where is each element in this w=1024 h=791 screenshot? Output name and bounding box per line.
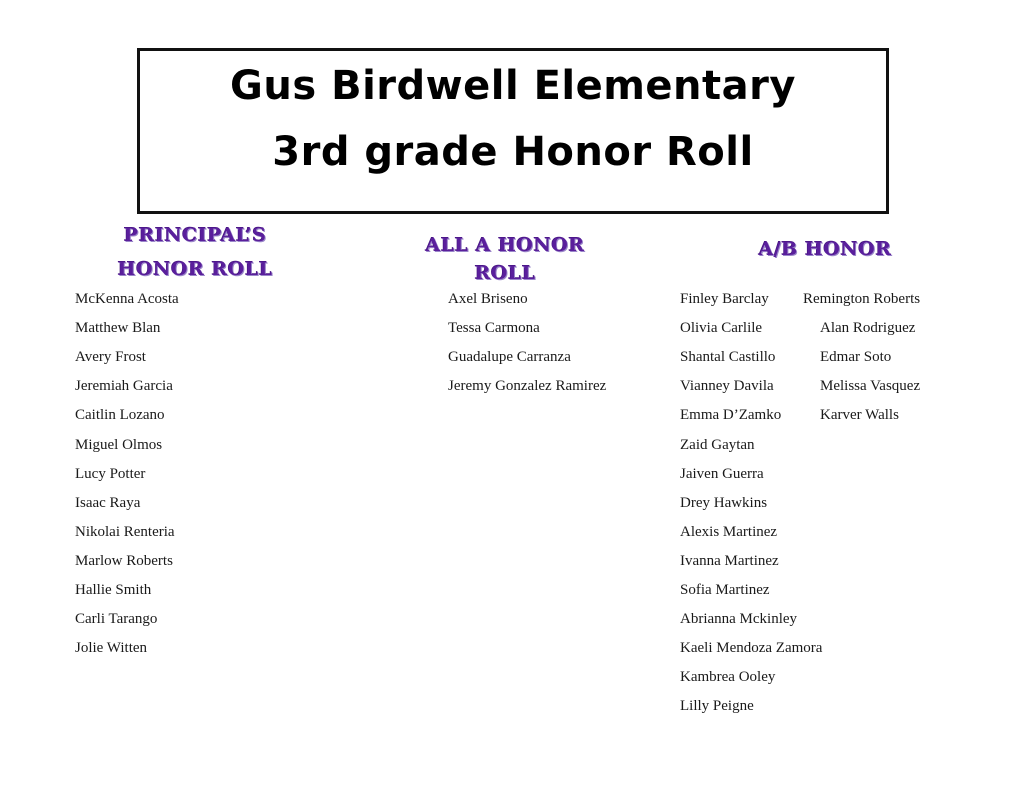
ab-name-right: Remington Roberts — [803, 291, 921, 307]
ab-name: Finley Barclay — [680, 291, 769, 307]
all-a-heading — [400, 231, 610, 287]
principal-name: Nikolai Renteria — [75, 524, 175, 540]
title-box — [137, 48, 889, 214]
all-a-heading-line2: ROLL — [474, 262, 536, 284]
ab-name: Abrianna Mckinley — [680, 611, 798, 627]
principal-name: Jolie Witten — [75, 640, 148, 656]
ab-name: Alexis Martinez — [680, 524, 778, 540]
school-name: Gus Birdwell Elementary — [230, 63, 796, 109]
principal-name: Miguel Olmos — [75, 437, 163, 453]
all-a-name: Axel Briseno — [448, 291, 528, 307]
principal-heading-line1: PRINCIPAL’S — [123, 224, 267, 246]
all-a-name: Guadalupe Carranza — [448, 349, 571, 365]
ab-name-right: Alan Rodriguez — [820, 320, 916, 336]
all-a-name: Jeremy Gonzalez Ramirez — [448, 378, 607, 394]
ab-name: Kambrea Ooley — [680, 669, 776, 685]
ab-name: Zaid Gaytan — [680, 437, 755, 453]
principal-name: Jeremiah Garcia — [75, 378, 173, 394]
ab-name: Olivia Carlile — [680, 320, 763, 336]
ab-name: Lilly Peigne — [680, 698, 754, 714]
ab-name-right: Karver Walls — [820, 407, 899, 423]
ab-name: Shantal Castillo — [680, 349, 776, 365]
all-a-name: Tessa Carmona — [448, 320, 540, 336]
ab-name: Kaeli Mendoza Zamora — [680, 640, 823, 656]
principal-name: Caitlin Lozano — [75, 407, 165, 423]
ab-name: Vianney Davila — [680, 378, 774, 394]
ab-name: Jaiven Guerra — [680, 466, 764, 482]
ab-name: Sofia Martinez — [680, 582, 770, 598]
ab-name: Drey Hawkins — [680, 495, 768, 511]
principal-name: Avery Frost — [75, 349, 146, 365]
principal-name: Lucy Potter — [75, 466, 146, 482]
principal-name: Carli Tarango — [75, 611, 158, 627]
all-a-heading-line1: ALL A HONOR — [425, 234, 585, 256]
ab-name-right: Melissa Vasquez — [820, 378, 921, 394]
ab-name-right: Edmar Soto — [820, 349, 892, 365]
ab-name: Ivanna Martinez — [680, 553, 779, 569]
ab-name: Emma D’Zamko — [680, 407, 782, 423]
principal-name: McKenna Acosta — [75, 291, 179, 307]
ab-heading: A/B HONOR — [758, 238, 892, 260]
principal-name: Hallie Smith — [75, 582, 152, 598]
principal-name: Isaac Raya — [75, 495, 141, 511]
page-title: 3rd grade Honor Roll — [272, 129, 754, 175]
principal-heading-line2: HONOR ROLL — [117, 258, 273, 280]
principal-name: Matthew Blan — [75, 320, 161, 336]
principal-heading — [90, 218, 300, 286]
principal-name: Marlow Roberts — [75, 553, 173, 569]
